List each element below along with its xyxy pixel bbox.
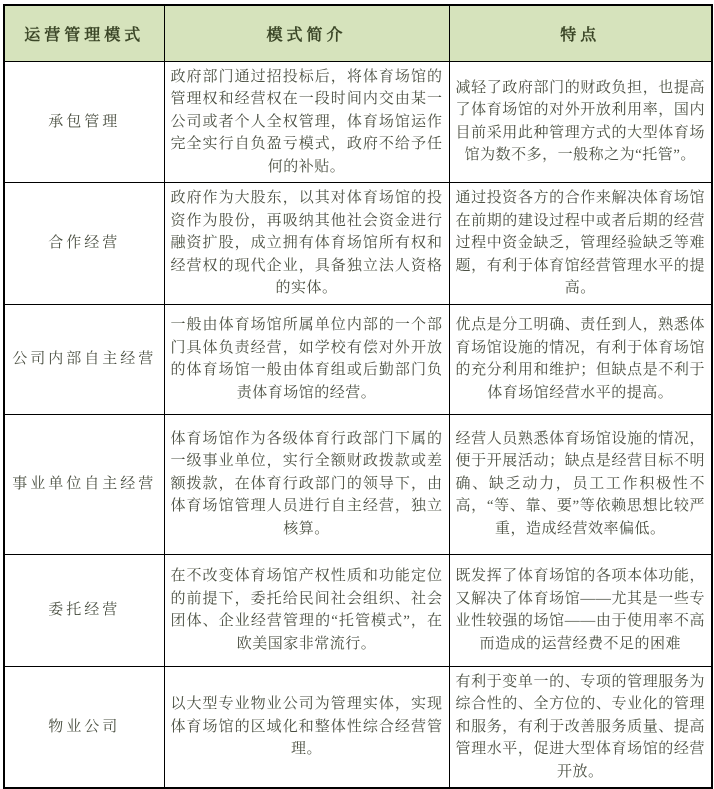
features-cell: 减轻了政府部门的财政负担，也提高了体育场馆的对外开放利用率，国内目前采用此种管理方式的大型体育场馆为数不多，一般称之为“托管”。 — [449, 61, 712, 183]
mode-cell: 物业公司 — [4, 666, 164, 788]
column-header-features: 特点 — [449, 5, 712, 61]
mode-cell: 事业单位自主经营 — [4, 414, 164, 554]
mode-cell: 承包管理 — [4, 61, 164, 183]
features-cell: 优点是分工明确、责任到人，熟悉体育场馆设施的情况，有利于体育场馆的充分利用和维护；但缺点是不利于体育场馆经营水平的提高。 — [449, 304, 712, 414]
mode-cell: 委托经营 — [4, 554, 164, 666]
features-cell: 经营人员熟悉体育场馆设施的情况，便于开展活动；缺点是经营目标不明确、缺乏动力，员工工作积极性不高，“等、靠、要”等依赖思想比较严重，造成经营效率偏低。 — [449, 414, 712, 554]
table-row — [4, 554, 712, 666]
intro-cell: 体育场馆作为各级体育行政部门下属的一级事业单位，实行全额财政拨款或差额拨款，在体育行政部门的领导下，由体育场馆管理人员进行自主经营，独立核算。 — [164, 414, 449, 554]
mode-cell: 合作经营 — [4, 183, 164, 305]
intro-cell: 一般由体育场馆所属单位内部的一个部门具体负责经营，如学校有偿对外开放的体育场馆一般由体育组或后勤部门负责体育场馆的经营。 — [164, 304, 449, 414]
table-header-row — [4, 5, 712, 61]
column-header-mode: 运营管理模式 — [4, 5, 164, 61]
table-row — [4, 414, 712, 554]
features-cell: 既发挥了体育场馆的各项本体功能，又解决了体育场馆——尤其是一些专业性较强的场馆——由于使用率不高而造成的运营经费不足的困难 — [449, 554, 712, 666]
mode-cell: 公司内部自主经营 — [4, 304, 164, 414]
features-cell: 有利于变单一的、专项的管理服务为综合性的、全方位的、专业化的管理和服务，有利于改善服务质量、提高管理水平，促进大型体育场馆的经营开放。 — [449, 666, 712, 788]
column-header-intro: 模式简介 — [164, 5, 449, 61]
intro-cell: 在不改变体育场馆产权性质和功能定位的前提下，委托给民间社会组织、社会团体、企业经营管理的“托管模式”，在欧美国家非常流行。 — [164, 554, 449, 666]
table-row — [4, 666, 712, 788]
intro-cell: 政府部门通过招投标后，将体育场馆的管理权和经营权在一段时间内交由某一公司或者个人全权管理，体育场馆运作完全实行自负盈亏模式，政府不给予任何的补贴。 — [164, 61, 449, 183]
intro-cell: 政府作为大股东，以其对体育场馆的投资作为股份，再吸纳其他社会资金进行融资扩股，成立拥有体育场馆所有权和经营权的现代企业，具备独立法人资格的实体。 — [164, 183, 449, 305]
table-row — [4, 61, 712, 183]
table-row — [4, 183, 712, 305]
table-row — [4, 304, 712, 414]
intro-cell: 以大型专业物业公司为管理实体，实现体育场馆的区域化和整体性综合经营管理。 — [164, 666, 449, 788]
features-cell: 通过投资各方的合作来解决体育场馆在前期的建设过程中或者后期的经营过程中资金缺乏，管理经验缺乏等难题，有利于体育馆经营管理水平的提高。 — [449, 183, 712, 305]
operation-modes-table — [3, 4, 713, 789]
